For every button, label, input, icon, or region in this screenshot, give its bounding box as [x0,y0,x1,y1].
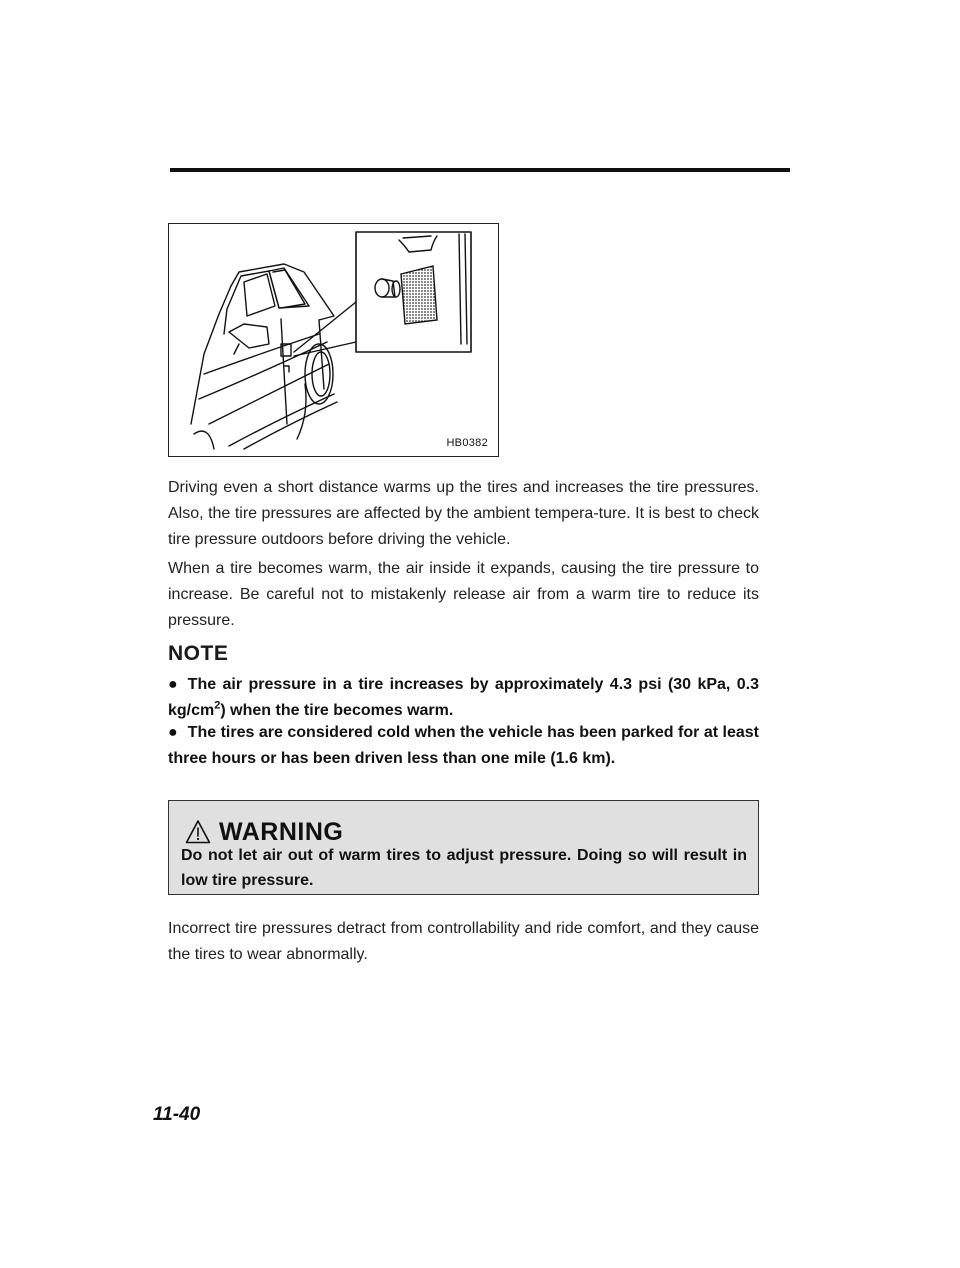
note-item-cold-tires [168,720,759,772]
top-rule [170,168,790,172]
page-number: 11-40 [153,1104,201,1125]
bullet-icon: ● [168,724,178,741]
note-title: NOTE [168,642,229,665]
note-item-pressure-increase [168,672,759,724]
paragraph-air-expands: When a tire becomes warm, the air inside it expands, causing the tire pressure to increase. Be careful not to mistakenly release air from a warm tire to reduce its pressure. [168,560,759,629]
note-item-2-text: The tires are considered cold when the vehicle has been parked for at least three hours or has been driven less than one mile (1.6 km). [168,724,759,767]
warning-box [168,800,759,895]
warning-title: WARNING [219,818,344,846]
paragraph-tire-warming: Driving even a short distance warms up the tires and increases the tire pressures. Also, the tire pressures are affected by the ambient tempera-ture. It is best to check tire pressure outdoors before driving the vehicle. [168,479,759,548]
superscript: 2 [214,699,221,712]
figure-code: HB0382 [446,437,488,449]
warning-header [185,815,343,845]
paragraph-incorrect-pressure: Incorrect tire pressures detract from controllability and ride comfort, and they cause the tires to wear abnormally. [168,920,759,963]
warning-triangle-icon [185,819,211,845]
note-item-1-text: The air pressure in a tire increases by approximately 4.3 psi (30 kPa, 0.3 kg/cm [168,676,759,719]
bullet-icon: ● [168,676,178,693]
car-illustration-drawing [169,224,499,457]
warning-text: Do not let air out of warm tires to adjust pressure. Doing so will result in low tire pressure. [181,847,747,889]
car-door-illustration [168,223,499,457]
note-item-1-text-end: ) when the tire becomes warm. [220,702,454,719]
